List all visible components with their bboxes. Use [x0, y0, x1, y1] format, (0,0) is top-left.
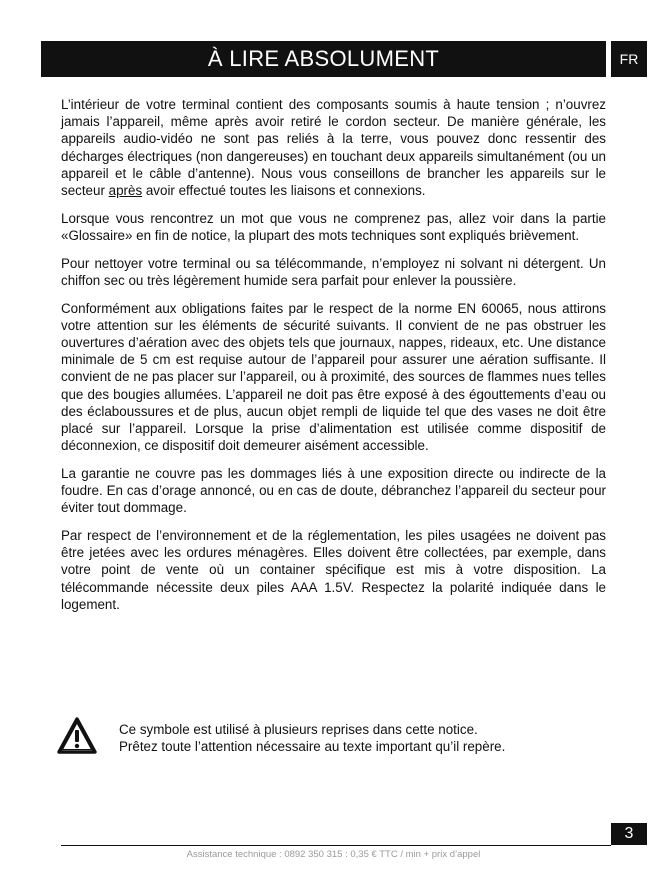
warning-notice-line-1: Ce symbole est utilisé à plusieurs reprises dans cette notice. [119, 722, 478, 737]
page-title: À LIRE ABSOLUMENT [207, 46, 440, 71]
warning-triangle-icon [57, 717, 97, 755]
paragraph-text: L’intérieur de votre terminal contient des composants soumis à haute tension ; n’ouvrez jamais l’appareil, même après avoir retiré le cordon secteur. De manière générale, les appareils audio-vidéo ne sont pas reliés à la terre, vous pouvez donc ressentir des décharges électriques (non dangereuses) en touchant deux appareils simultanément (ou un appareil et le câble d’antenne). Nous vous conseillons de brancher les appareils sur le secteur [61, 97, 606, 199]
paragraph-high-voltage [61, 96, 606, 199]
footer-divider [61, 845, 611, 846]
warning-notice-text [119, 721, 505, 755]
warning-notice-line-2: Prêtez toute l’attention nécessaire au texte important qu’il repère. [119, 739, 506, 755]
paragraph-batteries: Par respect de l’environnement et de la réglementation, les piles usagées ne doivent pas être jetées avec les ordures ménagères. Elles doivent être collectées, par exemple, dans votre point de vente où un container spécifique est mis à votre disposition. La télécommande nécessite deux piles AAA 1.5V. Respectez la polarité indiquée dans le logement. [61, 527, 606, 612]
paragraph-glossary: Lorsque vous rencontrez un mot que vous ne comprenez pas, allez voir dans la partie «Glossaire» en fin de notice, la plupart des mots techniques sont expliqués brièvement. [61, 210, 606, 243]
page-number-label: 3 [624, 825, 634, 842]
paragraph-text: avoir effectué toutes les liaisons et connexions. [142, 183, 426, 199]
paragraph-lightning: La garantie ne couvre pas les dommages liés à une exposition directe ou indirecte de la foudre. En cas d’orage annoncé, ou en cas de doute, débranchez l’appareil du secteur pour éviter tout dommage. [61, 465, 606, 516]
body-text [61, 96, 606, 623]
language-label: FR [619, 51, 639, 67]
emphasis-apres: après [108, 183, 143, 199]
paragraph-safety-standard: Conformément aux obligations faites par le respect de la norme EN 60065, nous attirons votre attention sur les éléments de sécurité suivants. Il convient de ne pas obstruer les ouvertures d’aération avec des objets tels que journaux, nappes, rideaux, etc. Une distance minimale de 5 cm est requise autour de l’appareil pour assurer une aération suffisante. Il convient de ne pas placer sur l’appareil, ou à proximité, des sources de flammes nues telles que des bougies allumées. L’appareil ne doit pas être exposé à des égouttements d’eau ou des éclaboussures et de plus, aucun objet rempli de liquide tel que des vases ne doit être placé sur l’appareil. Lorsque la prise d’alimentation est utilisée comme dispositif de déconnexion, ce dispositif doit demeurer aisément accessible. [61, 300, 606, 454]
paragraph-cleaning: Pour nettoyer votre terminal ou sa télécommande, n’employez ni solvant ni détergent. Un chiffon sec ou très légèrement humide sera parfait pour enlever la poussière. [61, 255, 606, 288]
warning-notice [57, 717, 606, 761]
page-title-bar [41, 41, 606, 77]
language-badge [611, 41, 647, 77]
page-number [611, 823, 647, 845]
footer-support-line: Assistance technique : 0892 350 315 : 0,35 € TTC / min + prix d’appel [186, 849, 481, 860]
